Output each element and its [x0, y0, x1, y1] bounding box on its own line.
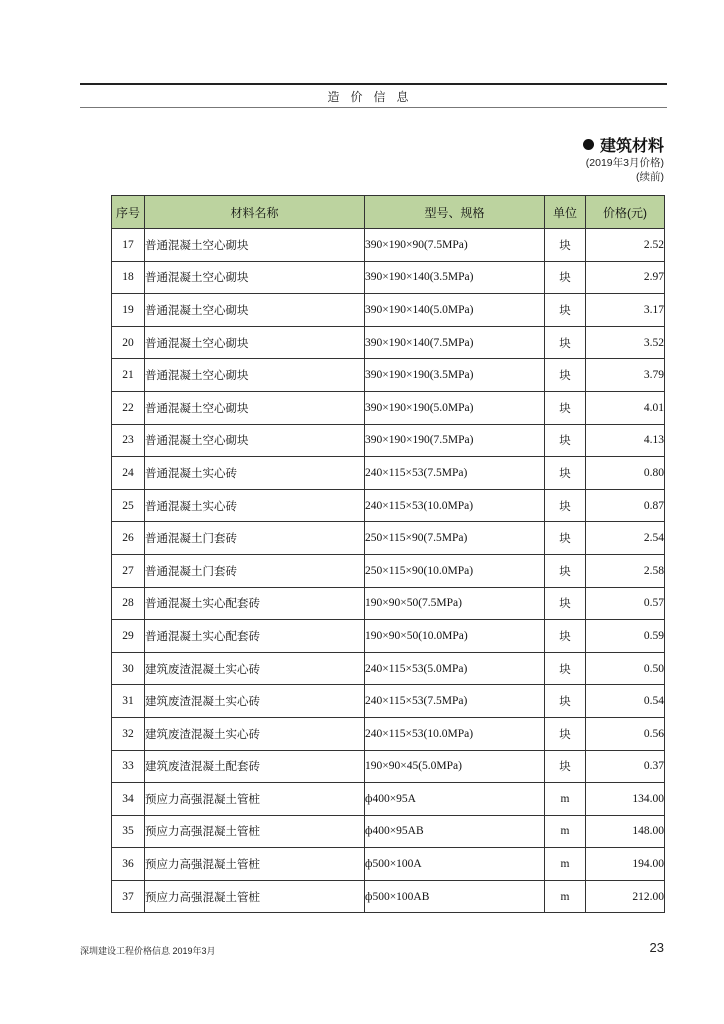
table-row	[112, 880, 665, 913]
section-title: 建筑材料	[599, 138, 664, 155]
table-body	[112, 229, 665, 913]
cell-price: 0.56	[586, 717, 665, 750]
column-header-unit: 单位	[545, 196, 586, 229]
cell-row-number: 26	[112, 522, 145, 555]
table-row	[112, 717, 665, 750]
column-header-name: 材料名称	[145, 196, 365, 229]
cell-spec: ф400×95AB	[365, 815, 545, 848]
cell-unit: 块	[545, 229, 586, 262]
cell-spec: 190×90×45(5.0MPa)	[365, 750, 545, 783]
cell-spec: 250×115×90(7.5MPa)	[365, 522, 545, 555]
section-subtitle: (2019年3月价格)	[585, 157, 664, 169]
cell-price: 4.01	[586, 391, 665, 424]
price-table	[111, 195, 665, 913]
cell-row-number: 31	[112, 685, 145, 718]
cell-row-number: 28	[112, 587, 145, 620]
cell-material-name: 普通混凝土实心配套砖	[145, 620, 365, 653]
cell-unit: 块	[545, 326, 586, 359]
cell-material-name: 普通混凝土空心砌块	[145, 294, 365, 327]
cell-spec: 390×190×190(3.5MPa)	[365, 359, 545, 392]
cell-spec: ф400×95A	[365, 783, 545, 816]
cell-price: 2.54	[586, 522, 665, 555]
table-row	[112, 652, 665, 685]
cell-row-number: 37	[112, 880, 145, 913]
cell-price: 194.00	[586, 848, 665, 881]
cell-price: 0.37	[586, 750, 665, 783]
section-heading	[583, 133, 664, 184]
cell-row-number: 18	[112, 261, 145, 294]
cell-spec: 250×115×90(10.0MPa)	[365, 554, 545, 587]
cell-material-name: 普通混凝土空心砌块	[145, 326, 365, 359]
cell-unit: 块	[545, 652, 586, 685]
cell-material-name: 普通混凝土空心砌块	[145, 229, 365, 262]
cell-unit: 块	[545, 554, 586, 587]
cell-material-name: 建筑废渣混凝土实心砖	[145, 717, 365, 750]
cell-unit: 块	[545, 294, 586, 327]
table-row	[112, 294, 665, 327]
table-row	[112, 815, 665, 848]
cell-material-name: 普通混凝土实心配套砖	[145, 587, 365, 620]
page-number: 23	[649, 940, 664, 955]
cell-unit: 块	[545, 489, 586, 522]
cell-spec: 240×115×53(7.5MPa)	[365, 685, 545, 718]
header-top-rule	[80, 83, 667, 85]
section-title-line	[583, 133, 664, 156]
cell-material-name: 建筑废渣混凝土配套砖	[145, 750, 365, 783]
cell-price: 2.52	[586, 229, 665, 262]
cell-unit: 块	[545, 587, 586, 620]
cell-price: 212.00	[586, 880, 665, 913]
cell-material-name: 预应力高强混凝土管桩	[145, 848, 365, 881]
cell-spec: ф500×100AB	[365, 880, 545, 913]
cell-row-number: 27	[112, 554, 145, 587]
cell-row-number: 22	[112, 391, 145, 424]
cell-price: 0.87	[586, 489, 665, 522]
cell-unit: 块	[545, 424, 586, 457]
table-header-row	[112, 196, 665, 229]
cell-unit: 块	[545, 359, 586, 392]
cell-row-number: 20	[112, 326, 145, 359]
cell-unit: m	[545, 880, 586, 913]
cell-price: 2.97	[586, 261, 665, 294]
cell-spec: 390×190×190(7.5MPa)	[365, 424, 545, 457]
cell-spec: 240×115×53(5.0MPa)	[365, 652, 545, 685]
cell-row-number: 34	[112, 783, 145, 816]
cell-spec: 240×115×53(10.0MPa)	[365, 717, 545, 750]
cell-unit: m	[545, 848, 586, 881]
cell-price: 134.00	[586, 783, 665, 816]
cell-row-number: 17	[112, 229, 145, 262]
cell-material-name: 普通混凝土实心砖	[145, 489, 365, 522]
cell-price: 4.13	[586, 424, 665, 457]
cell-material-name: 普通混凝土空心砌块	[145, 424, 365, 457]
cell-price: 148.00	[586, 815, 665, 848]
column-header-no: 序号	[112, 196, 145, 229]
cell-spec: 390×190×140(7.5MPa)	[365, 326, 545, 359]
column-header-spec: 型号、规格	[365, 196, 545, 229]
cell-spec: 390×190×190(5.0MPa)	[365, 391, 545, 424]
cell-price: 0.50	[586, 652, 665, 685]
cell-row-number: 29	[112, 620, 145, 653]
table-row	[112, 522, 665, 555]
table-row	[112, 424, 665, 457]
cell-spec: 390×190×140(5.0MPa)	[365, 294, 545, 327]
cell-row-number: 33	[112, 750, 145, 783]
cell-row-number: 19	[112, 294, 145, 327]
table-row	[112, 750, 665, 783]
cell-price: 0.54	[586, 685, 665, 718]
cell-material-name: 普通混凝土门套砖	[145, 522, 365, 555]
cell-row-number: 25	[112, 489, 145, 522]
cell-price: 3.17	[586, 294, 665, 327]
cell-row-number: 35	[112, 815, 145, 848]
cell-unit: 块	[545, 620, 586, 653]
table-row	[112, 685, 665, 718]
column-header-price: 价格(元)	[586, 196, 665, 229]
cell-price: 3.52	[586, 326, 665, 359]
header-title: 造价信息	[327, 90, 420, 104]
cell-material-name: 普通混凝土空心砌块	[145, 359, 365, 392]
cell-unit: 块	[545, 261, 586, 294]
table-row	[112, 489, 665, 522]
cell-spec: 390×190×90(7.5MPa)	[365, 229, 545, 262]
cell-spec: 240×115×53(10.0MPa)	[365, 489, 545, 522]
cell-price: 0.80	[586, 457, 665, 490]
cell-material-name: 普通混凝土空心砌块	[145, 261, 365, 294]
cell-material-name: 预应力高强混凝土管桩	[145, 880, 365, 913]
section-note: (续前)	[636, 171, 664, 183]
cell-spec: ф500×100A	[365, 848, 545, 881]
cell-row-number: 21	[112, 359, 145, 392]
cell-material-name: 普通混凝土实心砖	[145, 457, 365, 490]
cell-price: 0.57	[586, 587, 665, 620]
table-row	[112, 229, 665, 262]
table-row	[112, 848, 665, 881]
bullet-dot-icon	[583, 139, 594, 150]
cell-material-name: 预应力高强混凝土管桩	[145, 783, 365, 816]
table-row	[112, 457, 665, 490]
table-row	[112, 359, 665, 392]
cell-row-number: 24	[112, 457, 145, 490]
cell-material-name: 普通混凝土空心砌块	[145, 391, 365, 424]
table-row	[112, 391, 665, 424]
cell-unit: 块	[545, 750, 586, 783]
cell-row-number: 32	[112, 717, 145, 750]
cell-material-name: 普通混凝土门套砖	[145, 554, 365, 587]
cell-price: 0.59	[586, 620, 665, 653]
table-row	[112, 554, 665, 587]
cell-unit: 块	[545, 522, 586, 555]
table-row	[112, 261, 665, 294]
cell-row-number: 36	[112, 848, 145, 881]
footer-publication: 深圳建设工程价格信息 2019年3月	[80, 946, 216, 956]
cell-unit: 块	[545, 685, 586, 718]
cell-spec: 390×190×140(3.5MPa)	[365, 261, 545, 294]
cell-row-number: 23	[112, 424, 145, 457]
cell-unit: 块	[545, 391, 586, 424]
cell-material-name: 预应力高强混凝土管桩	[145, 815, 365, 848]
table-row	[112, 620, 665, 653]
cell-price: 2.58	[586, 554, 665, 587]
cell-spec: 190×90×50(7.5MPa)	[365, 587, 545, 620]
cell-unit: m	[545, 815, 586, 848]
cell-unit: m	[545, 783, 586, 816]
cell-unit: 块	[545, 457, 586, 490]
table-row	[112, 587, 665, 620]
header-bottom-rule	[80, 107, 667, 108]
cell-row-number: 30	[112, 652, 145, 685]
cell-price: 3.79	[586, 359, 665, 392]
cell-material-name: 建筑废渣混凝土实心砖	[145, 652, 365, 685]
cell-spec: 190×90×50(10.0MPa)	[365, 620, 545, 653]
cell-material-name: 建筑废渣混凝土实心砖	[145, 685, 365, 718]
cell-spec: 240×115×53(7.5MPa)	[365, 457, 545, 490]
cell-unit: 块	[545, 717, 586, 750]
table-row	[112, 326, 665, 359]
table-row	[112, 783, 665, 816]
